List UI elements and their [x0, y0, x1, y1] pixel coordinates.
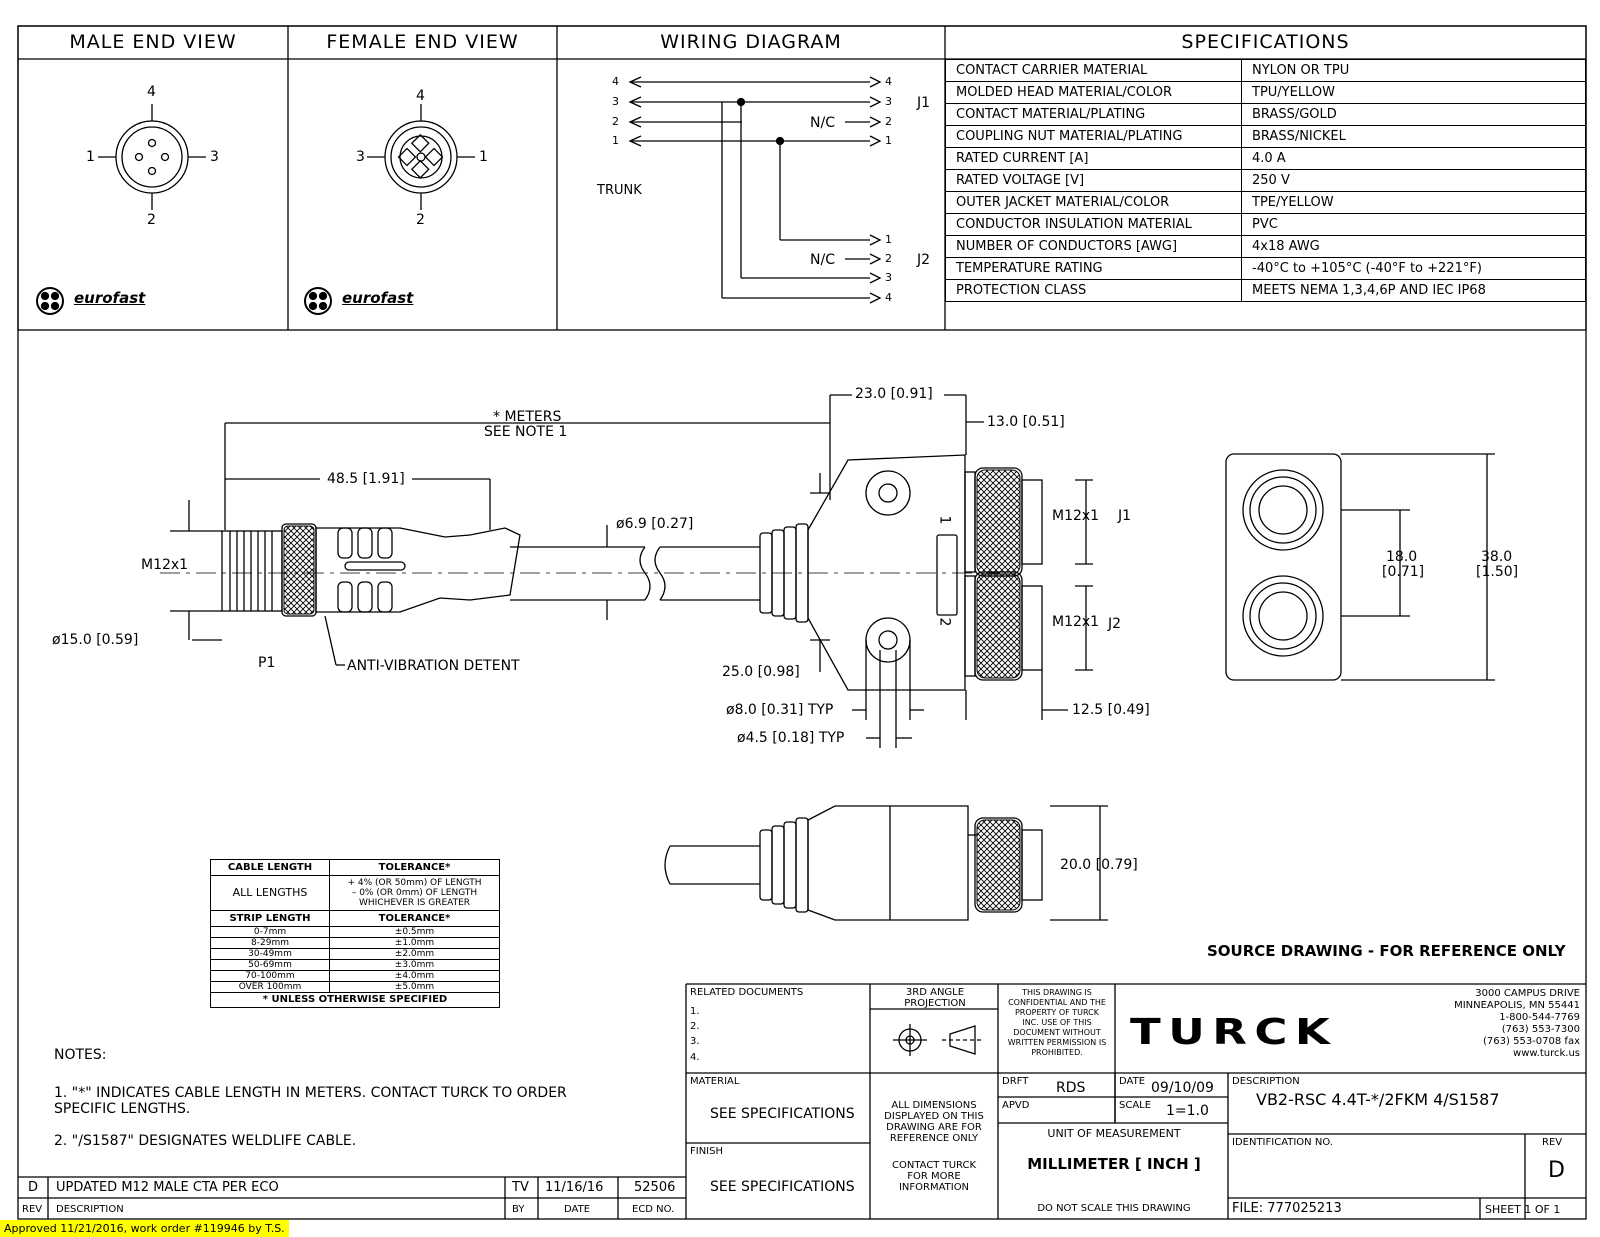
tol-footer: * UNLESS OTHERWISE SPECIFIED: [211, 993, 500, 1008]
header-male-end-view: MALE END VIEW: [69, 31, 237, 53]
date-label: DATE: [1119, 1076, 1146, 1087]
tol-all-line-1: + 4% (OR 50mm) OF LENGTH: [347, 878, 482, 888]
drft-value: RDS: [1056, 1080, 1086, 1096]
dim-13-0: 13.0 [0.51]: [987, 414, 1065, 430]
j1-pin-4: 4: [885, 75, 892, 88]
trunk-pin-2: 2: [612, 115, 619, 128]
spec-key: OUTER JACKET MATERIAL/COLOR: [946, 192, 1242, 214]
finish-value: SEE SPECIFICATIONS: [710, 1179, 855, 1195]
spec-key: RATED CURRENT [A]: [946, 148, 1242, 170]
spec-value: TPU/YELLOW: [1242, 82, 1586, 104]
rel-3: 3.: [690, 1036, 700, 1047]
dim-25-0: 25.0 [0.98]: [722, 664, 800, 680]
confidential-note: THIS DRAWING IS CONFIDENTIAL AND THE PROPERTY OF TURCK INC. USE OF THIS DOCUMENT WITHOUT WRITTEN PERMISSION IS PROHIBITED.: [1007, 988, 1107, 1057]
header-female-end-view: FEMALE END VIEW: [326, 31, 519, 53]
rel-4: 4.: [690, 1052, 700, 1063]
spec-value: TPE/YELLOW: [1242, 192, 1586, 214]
specifications-table: [945, 59, 1586, 302]
spec-key: NUMBER OF CONDUCTORS [AWG]: [946, 236, 1242, 258]
dim-m12-male: M12x1: [141, 557, 189, 573]
spec-value: PVC: [1242, 214, 1586, 236]
female-pin-4: 4: [416, 88, 425, 104]
dim-8-0: ø8.0 [0.31] TYP: [726, 702, 834, 718]
header-wiring-diagram: WIRING DIAGRAM: [660, 31, 842, 53]
eurofast-logo-text-2: eurofast: [342, 289, 414, 307]
dim-m12-j1: M12x1: [1052, 508, 1100, 524]
spec-value: NYLON OR TPU: [1242, 60, 1586, 82]
part-description: VB2-RSC 4.4T-*/2FKM 4/S1587: [1256, 1090, 1500, 1109]
spec-row: [946, 236, 1586, 258]
male-pin-1: 1: [86, 149, 95, 165]
spec-value: BRASS/GOLD: [1242, 104, 1586, 126]
projection-label: 3RD ANGLE PROJECTION: [904, 987, 966, 1009]
spec-row: [946, 280, 1586, 302]
dim-23-0: 23.0 [0.91]: [855, 386, 933, 402]
rev-letter: D: [28, 1180, 39, 1195]
j1-pin-2: 2: [885, 115, 892, 128]
spec-value: 4x18 AWG: [1242, 236, 1586, 258]
wiring-lines: [630, 77, 880, 303]
company-address: 3000 CAMPUS DRIVE MINNEAPOLIS, MN 55441 1-800-544-7769 (763) 553-7300 (763) 553-0708 fax www.turck.us: [1454, 988, 1580, 1059]
table-row: 0-7mm ±0.5mm: [211, 927, 500, 938]
wiring-trunk-label: TRUNK: [597, 183, 642, 198]
tolerance-table: [210, 859, 500, 1008]
spec-row: [946, 214, 1586, 236]
trunk-pin-3: 3: [612, 95, 619, 108]
tol-header-cable-length: CABLE LENGTH: [211, 860, 330, 876]
female-pin-1: 1: [479, 149, 488, 165]
rev-by: TV: [512, 1180, 529, 1195]
dim-12-5: 12.5 [0.49]: [1072, 702, 1150, 718]
spec-row: [946, 126, 1586, 148]
spec-row: [946, 60, 1586, 82]
label-anti-vibration: ANTI-VIBRATION DETENT: [347, 658, 520, 674]
do-not-scale: DO NOT SCALE THIS DRAWING: [1037, 1203, 1191, 1214]
apvd-label: APVD: [1002, 1100, 1030, 1111]
spec-key: COUPLING NUT MATERIAL/PLATING: [946, 126, 1242, 148]
dim-48-5: 48.5 [1.91]: [327, 471, 405, 487]
file-number: FILE: 777025213: [1232, 1201, 1342, 1216]
wiring-j2-label: J2: [917, 252, 931, 268]
drft-label: DRFT: [1002, 1076, 1029, 1087]
male-connector-face: [98, 104, 206, 210]
notes-title: NOTES:: [54, 1047, 107, 1063]
tol-all-line-2: – 0% (OR 0mm) OF LENGTH: [351, 888, 478, 898]
rev-h-date: DATE: [564, 1204, 591, 1215]
port-1-label: 1: [936, 515, 953, 525]
approval-stamp: Approved 11/21/2016, work order #119946 by T.S.: [0, 1220, 289, 1237]
j2-pin-3: 3: [885, 271, 892, 284]
tol-header-tolerance: TOLERANCE*: [330, 860, 500, 876]
table-row: 30-49mm ±2.0mm: [211, 949, 500, 960]
spec-row: [946, 148, 1586, 170]
spec-key: CONTACT CARRIER MATERIAL: [946, 60, 1242, 82]
dim-meters: * METERS: [493, 409, 562, 425]
note-1b: SPECIFIC LENGTHS.: [54, 1101, 191, 1117]
table-row: OVER 100mm ±5.0mm: [211, 982, 500, 993]
spec-row: [946, 258, 1586, 280]
trunk-pin-4: 4: [612, 75, 619, 88]
j2-pin-4: 4: [885, 291, 892, 304]
note-1a: 1. "*" INDICATES CABLE LENGTH IN METERS. CONTACT TURCK TO ORDER: [54, 1085, 567, 1101]
j1-pin-3: 3: [885, 95, 892, 108]
male-pin-2: 2: [147, 212, 156, 228]
spec-value: 250 V: [1242, 170, 1586, 192]
dim-j2: J2: [1108, 616, 1122, 632]
date-value: 09/10/09: [1151, 1080, 1214, 1096]
label-p1: P1: [258, 655, 276, 671]
sheet-number: SHEET 1 OF 1: [1485, 1203, 1561, 1216]
splitter-end-view: [1226, 454, 1495, 680]
spec-key: CONDUCTOR INSULATION MATERIAL: [946, 214, 1242, 236]
j2-pin-2: 2: [885, 252, 892, 265]
rev-ecd: 52506: [634, 1180, 676, 1195]
scale-label: SCALE: [1119, 1100, 1152, 1111]
dim-15-0: ø15.0 [0.59]: [52, 632, 139, 648]
rev-label: REV: [1542, 1137, 1563, 1148]
tol-all-lengths: ALL LENGTHS: [211, 876, 330, 911]
tol-all-line-3: WHICHEVER IS GREATER: [358, 898, 471, 908]
j1-pin-1: 1: [885, 134, 892, 147]
header-specifications: SPECIFICATIONS: [1181, 31, 1350, 53]
spec-value: -40°C to +105°C (-40°F to +221°F): [1242, 258, 1586, 280]
wiring-nc-j1: N/C: [810, 115, 835, 131]
rev-date: 11/16/16: [545, 1180, 604, 1195]
splitter-side-view: [665, 806, 1108, 920]
related-documents-label: RELATED DOCUMENTS: [690, 987, 804, 998]
finish-label: FINISH: [690, 1146, 723, 1157]
scale-value: 1=1.0: [1166, 1103, 1209, 1119]
rel-2: 2.: [690, 1021, 700, 1032]
spec-key: RATED VOLTAGE [V]: [946, 170, 1242, 192]
male-pin-3: 3: [210, 149, 219, 165]
dim-4-5: ø4.5 [0.18] TYP: [737, 730, 845, 746]
dim-20-0: 20.0 [0.79]: [1060, 857, 1138, 873]
dim-see-note: SEE NOTE 1: [484, 424, 568, 440]
table-row: 50-69mm ±3.0mm: [211, 960, 500, 971]
dims-note: ALL DIMENSIONS DISPLAYED ON THIS DRAWING ARE FOR REFERENCE ONLY: [884, 1100, 984, 1144]
rel-1: 1.: [690, 1006, 700, 1017]
contact-note: CONTACT TURCK FOR MORE INFORMATION: [891, 1160, 977, 1193]
note-2: 2. "/S1587" DESIGNATES WELDLIFE CABLE.: [54, 1133, 357, 1149]
spec-key: CONTACT MATERIAL/PLATING: [946, 104, 1242, 126]
female-pin-2: 2: [416, 212, 425, 228]
dim-38-0: 38.0: [1481, 549, 1513, 565]
wiring-nc-j2: N/C: [810, 252, 835, 268]
table-row: 8-29mm ±1.0mm: [211, 938, 500, 949]
rev-h-desc: DESCRIPTION: [56, 1204, 124, 1215]
dim-18-0: 18.0: [1386, 549, 1418, 565]
dim-6-9: ø6.9 [0.27]: [616, 516, 694, 532]
material-value: SEE SPECIFICATIONS: [710, 1106, 855, 1122]
male-pin-4: 4: [147, 84, 156, 100]
spec-row: [946, 192, 1586, 214]
rev-h-ecd: ECD NO.: [632, 1204, 675, 1215]
dim-j1: J1: [1118, 508, 1132, 524]
turck-logo: TURCK: [1130, 1012, 1338, 1053]
tol-header-strip-length: STRIP LENGTH: [211, 911, 330, 927]
material-label: MATERIAL: [690, 1076, 740, 1087]
spec-row: [946, 170, 1586, 192]
spec-row: [946, 104, 1586, 126]
rev-description: UPDATED M12 MALE CTA PER ECO: [56, 1180, 279, 1195]
wiring-j1-label: J1: [917, 95, 931, 111]
spec-key: PROTECTION CLASS: [946, 280, 1242, 302]
dim-38-0-in: [1.50]: [1476, 564, 1519, 580]
trunk-pin-1: 1: [612, 134, 619, 147]
spec-key: TEMPERATURE RATING: [946, 258, 1242, 280]
rev-value: D: [1548, 1158, 1565, 1183]
unit-value: MILLIMETER [ INCH ]: [1027, 1155, 1201, 1173]
source-drawing-note: SOURCE DRAWING - FOR REFERENCE ONLY: [1207, 942, 1566, 960]
spec-value: 4.0 A: [1242, 148, 1586, 170]
spec-value: MEETS NEMA 1,3,4,6P AND IEC IP68: [1242, 280, 1586, 302]
spec-key: MOLDED HEAD MATERIAL/COLOR: [946, 82, 1242, 104]
dim-18-0-in: [0.71]: [1382, 564, 1425, 580]
eurofast-logo-2: [305, 288, 331, 314]
eurofast-logo-text-1: eurofast: [74, 289, 146, 307]
port-2-label: 2: [936, 617, 953, 627]
table-row: 70-100mm ±4.0mm: [211, 971, 500, 982]
description-label: DESCRIPTION: [1232, 1076, 1300, 1087]
female-connector-face: [367, 104, 475, 210]
spec-row: [946, 82, 1586, 104]
j2-pin-1: 1: [885, 233, 892, 246]
spec-value: BRASS/NICKEL: [1242, 126, 1586, 148]
unit-label: UNIT OF MEASUREMENT: [1047, 1127, 1181, 1140]
rev-h-rev: REV: [22, 1204, 43, 1215]
tol-header-tolerance-2: TOLERANCE*: [330, 911, 500, 927]
rev-h-by: BY: [512, 1204, 525, 1215]
eurofast-logo-1: [37, 288, 63, 314]
female-pin-3: 3: [356, 149, 365, 165]
dim-m12-j2: M12x1: [1052, 614, 1100, 630]
identification-label: IDENTIFICATION NO.: [1232, 1137, 1333, 1148]
